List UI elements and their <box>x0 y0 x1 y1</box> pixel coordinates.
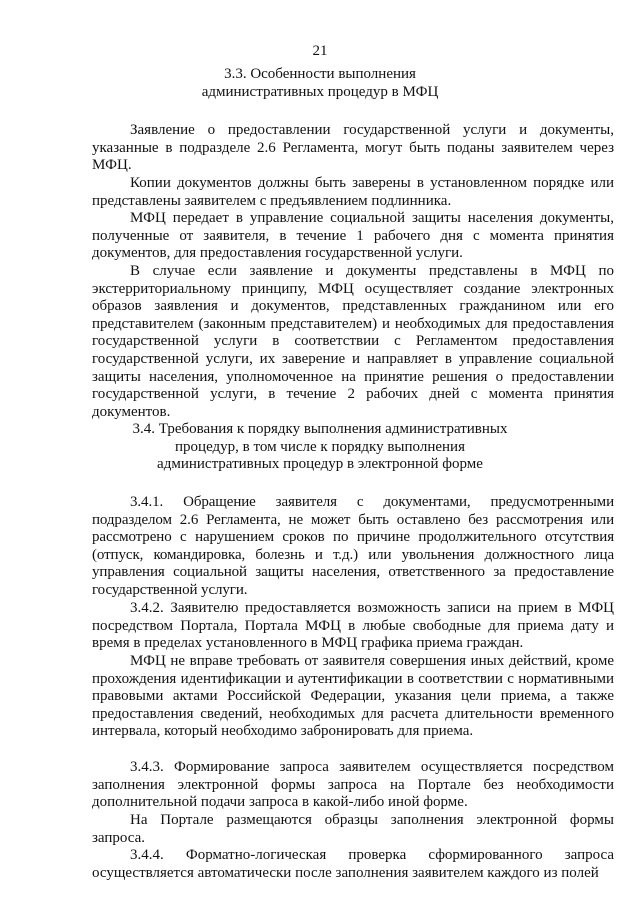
section-3-4-title-line2: процедур, в том числе к порядку выполнения <box>175 438 465 455</box>
section-3-4-title-line1: 3.4. Требования к порядку выполнения административных <box>132 421 508 437</box>
paragraph-3-4-3: 3.4.3. Формирование запроса заявителем осуществляется посредством заполнения электронной формы запроса на Портале без необходимости дополнительной подачи запроса в какой-либо иной форме. <box>92 759 614 811</box>
paragraph-3-3-2: Копии документов должны быть заверены в установленном порядке или представлены заявителем с предъявлением подлинника. <box>92 175 614 209</box>
paragraph-3-3-4: В случае если заявление и документы представлены в МФЦ по экстерриториальному принципу, МФЦ осуществляет создание электронных образов заявления и документов, представленных гражданином или его представителем (законным представителем) и необходимых для предоставления государственной услуги в соответствии с Регламентом предоставления государственной услуги, их заверение и направляет в управление социальной защиты населения, уполномоченное на принятие решения о предоставлении государственной услуги, в течение 2 рабочих дней с момента принятия документов. <box>92 263 614 420</box>
paragraph-3-4-2-cont: МФЦ не вправе требовать от заявителя совершения иных действий, кроме прохождения идентификации и аутентификации в соответствии с нормативными правовыми актами Российской Федерации, указания цели приема, а также предоставления сведений, необходимых для расчета длительности временного интервала, который необходимо забронировать для приема. <box>92 653 614 740</box>
paragraph-3-4-1: 3.4.1. Обращение заявителя с документами, предусмотренными подразделом 2.6 Регламента, не может быть оставлено без рассмотрения или рассмотрено с нарушением сроков по причине продолжительного отсутствия (отпуск, командировка, болезнь и т.д.) или увольнения должностного лица управления социальной защиты населения, ответственного за предоставление государственной услуги. <box>92 494 614 598</box>
paragraph-3-3-3: МФЦ передает в управление социальной защиты населения документы, полученные от заявителя, в течение 1 рабочего дня с момента принятия документов, для предоставления государственной услуги. <box>92 210 614 262</box>
paragraph-3-4-4: 3.4.4. Форматно-логическая проверка сформированного запроса осуществляется автоматически после заполнения заявителем каждого из полей <box>92 847 614 881</box>
section-3-4-heading <box>0 421 640 474</box>
page-number: 21 <box>312 43 328 59</box>
section-3-3-title-line1: 3.3. Особенности выполнения <box>224 66 416 82</box>
paragraph-3-4-2: 3.4.2. Заявителю предоставляется возможность записи на прием в МФЦ посредством Портала, Портала МФЦ в любые свободные для приема дату и время в пределах установленного в МФЦ графика приема граждан. <box>92 600 614 652</box>
paragraph-3-4-3-cont: На Портале размещаются образцы заполнения электронной формы запроса. <box>92 812 614 846</box>
section-3-3-title-line2: административных процедур в МФЦ <box>201 83 439 100</box>
section-3-4-title-line3: административных процедур в электронной форме <box>157 456 483 473</box>
paragraph-3-3-1: Заявление о предоставлении государственной услуги и документы, указанные в подразделе 2.6 Регламента, могут быть поданы заявителем через МФЦ. <box>92 122 614 174</box>
section-3-3-heading <box>0 66 640 101</box>
